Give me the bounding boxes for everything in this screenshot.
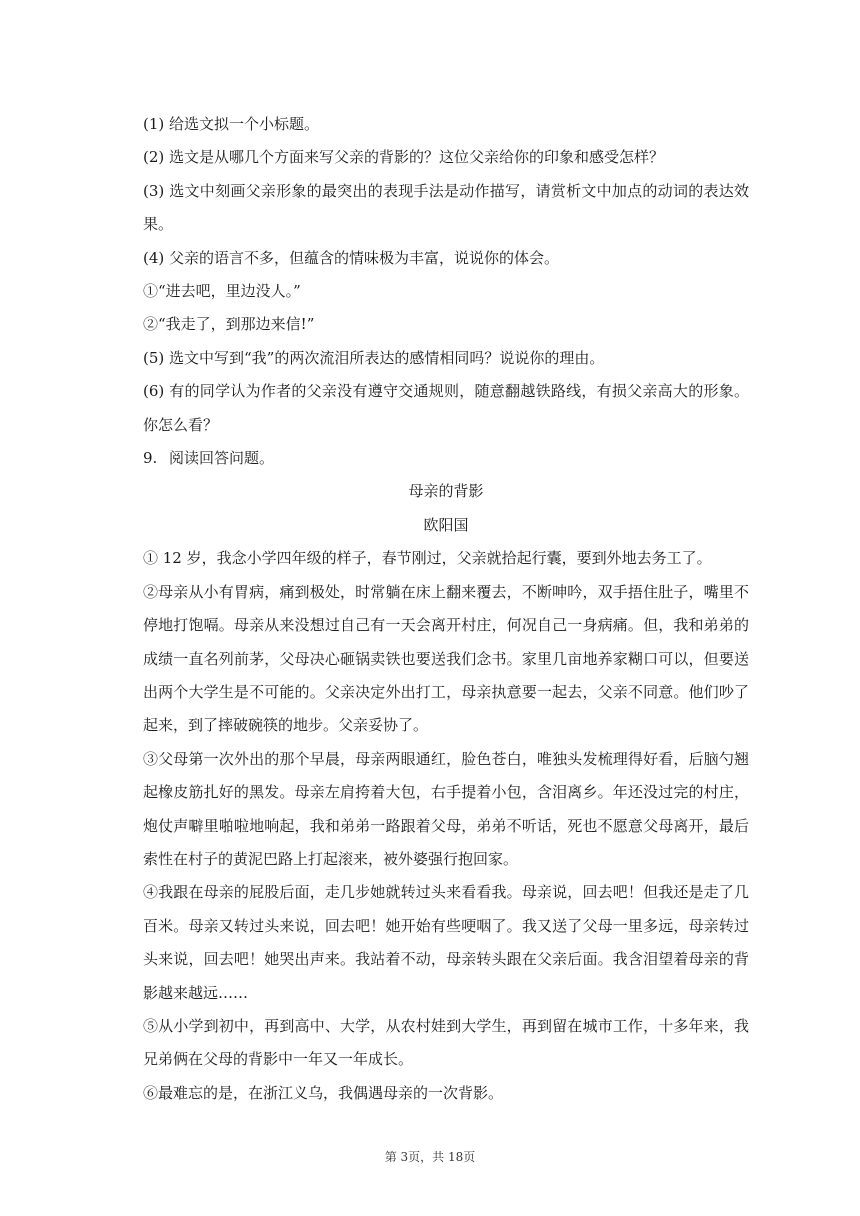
article-paragraph-4: ④我跟在母亲的屁股后面，走几步她就转过头来看看我。母亲说，回去吧！但我还是走了几百米。母亲又转过头来说，回去吧！她开始有些哽咽了。我又送了父母一里多远，母亲转过头来说，回去吧！她哭出声来。我站着不动，母亲转头跟在父亲后面。我含泪望着母亲的背影越来越远…… [143,883,749,1002]
article-title: 母亲的背影 [408,482,484,501]
article-paragraph-1: ① 12 岁，我念小学四年级的样子，春节刚过，父亲就拾起行囊，要到外地去务工了。 [143,549,712,568]
article-paragraph-6: ⑥最难忘的是，在浙江义乌，我偶遇母亲的一次背影。 [143,1083,504,1102]
question-3: (3) 选文中刻画父亲形象的最突出的表现手法是动作描写，请赏析文中加点的动词的表达效果。 [143,181,749,234]
article-paragraph-5: ⑤从小学到初中，再到高中、大学，从农村娃到大学生，再到留在城市工作，十多年来，我兄弟俩在父母的背影中一年又一年成长。 [143,1016,749,1069]
article-paragraph-2: ②母亲从小有胃病，痛到极处，时常躺在床上翻来覆去，不断呻吟，双手捂住肚子，嘴里不停地打饱嗝。母亲从来没想过自己有一天会离开村庄，何况自己一身病痛。但，我和弟弟的成绩一直名列前茅，父母决心砸锅卖铁也要送我们念书。家里几亩地养家糊口可以，但要送出两个大学生是不可能的。父亲决定外出打工，母亲执意要一起去，父亲不同意。他们吵了起来，到了摔破碗筷的地步。父亲妥协了。 [143,582,749,735]
article-paragraph-3: ③父母第一次外出的那个早晨，母亲两眼通红，脸色苍白，唯独头发梳理得好看，后脑勺翘起橡皮筋扎好的黑发。母亲左肩挎着大包，右手提着小包，含泪离乡。年还没过完的村庄，炮仗声噼里啪啦地响起，我和弟弟一路跟着父母，弟弟不听话，死也不愿意父母离开，最后索性在村子的黄泥巴路上打起滚来，被外婆强行抱回家。 [143,749,749,868]
quote-1: ①“进去吧，里边没人。” [143,282,301,301]
question-2: (2) 选文是从哪几个方面来写父亲的背影的？这位父亲给你的印象和感受怎样？ [143,148,665,167]
question-9-prompt: 阅读回答问题。 [169,449,275,468]
question-1: (1) 给选文拟一个小标题。 [143,115,320,133]
question-9-heading [143,442,749,475]
article-author: 欧阳国 [423,515,469,534]
quote-2: ②“我走了，到那边来信!” [143,315,315,334]
page-content [143,108,749,1110]
question-4: (4) 父亲的语言不多，但蕴含的情味极为丰富，说说你的体会。 [143,248,560,267]
question-6: (6) 有的同学认为作者的父亲没有遵守交通规则，随意翻越铁路线，有损父亲高大的形象。你怎么看？ [143,382,749,434]
question-5: (5) 选文中写到“我”的两次流泪所表达的感情相同吗？说说你的理由。 [143,348,605,367]
question-9-number: 9. [143,449,158,468]
page-footer: 第 3页，共 18页 [384,1150,476,1164]
